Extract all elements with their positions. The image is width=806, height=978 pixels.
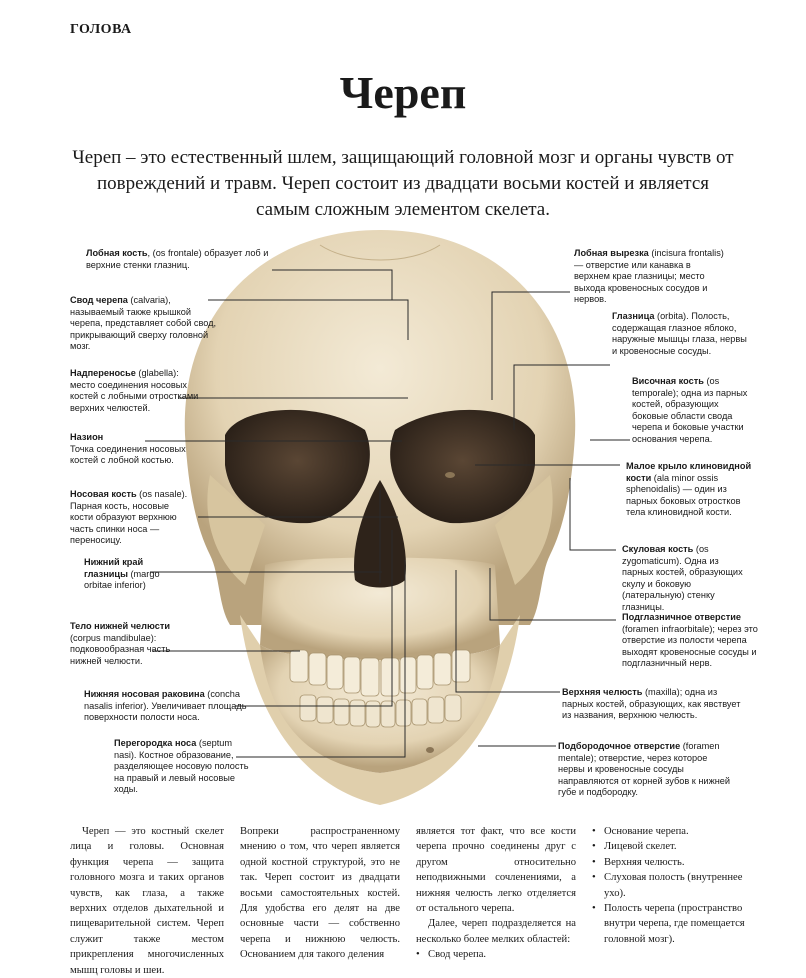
body-column-1: Череп — это костный скелет лица и головы. Основная функция черепа — защита головного мозга и таких органов чувств, как глаза, а также верхних отделов дыхательной и пищеварительной систем. Череп служит также местом прикрепления многочисленных мышц головы и шеи.	[70, 826, 224, 976]
list-item: • Основание черепа.	[592, 824, 758, 839]
label-temporal-bone: Височная кость (os temporale); одна из парных костей, образующих боковые области свода черепа и боковые участки основания черепа.	[632, 376, 748, 444]
list-item: • Слуховая полость (внутреннее ухо).	[592, 870, 758, 901]
label-nasal-bone: Носовая кость (os nasale). Парная кость, носовые кости образуют верхнюю часть спинки носа — переносицу.	[70, 489, 188, 546]
body-column-4	[592, 824, 758, 947]
label-lower-orbit-margin: Нижний край глазницы (margo orbitae inferior)	[84, 557, 160, 591]
list-item: • Свод черепа.	[416, 947, 576, 962]
label-mental-foramen: Подбородочное отверстие (foramen mentale); отверстие, через которое нервы и кровеносные сосуды направляются от корней зубов к нижней губе и подбородку.	[558, 741, 731, 798]
list-item: • Лицевой скелет.	[592, 839, 758, 854]
label-frontal-notch: Лобная вырезка (incisura frontalis) — отверстие или канавка в верхнем крае глазницы; место выхода кровеносных сосудов и нервов.	[574, 248, 724, 305]
label-sphenoid-lesser-wing: Малое крыло клиновидной кости (ala minor ossis sphenoidalis) — один из парных боковых отростков тела клиновидной кости.	[626, 461, 752, 518]
body-column-3: является тот факт, что все кости черепа прочно соединены друг с другом относительно неподвижными сочленениями, а нижняя челюсть легко отделяется от остального черепа. Далее, череп подразделяется на несколько более мелких областей: • Свод черепа.	[416, 824, 576, 963]
label-inferior-concha: Нижняя носовая раковина (concha nasalis inferior). Увеличивает площадь поверхности полости носа.	[84, 689, 247, 723]
label-frontal-bone: Лобная кость, (os frontale) образует лоб и верхние стенки глазниц.	[86, 248, 269, 270]
label-maxilla: Верхняя челюсть (maxilla); одна из парных костей, образующих, как явствует из названия, верхнюю челюсть.	[562, 687, 741, 721]
body-column-2: Вопреки распространенному мнению о том, что череп является одной костной структурой, это не так. Череп состоит из двадцати восьми самостоятельных костей. Для удобства его делят на две основные части — собственно черепа и нижнюю челюсть. Основанием для такого деления	[240, 826, 400, 961]
label-nasion: Назион Точка соединения носовых костей с лобной костью.	[70, 432, 186, 466]
label-zygomatic-bone: Скуловая кость (os zygomaticum). Одна из парных костей, образующих скулу и боковую (латеральную) стенку глазницы.	[622, 544, 743, 612]
label-orbit: Глазница (orbita). Полость, содержащая глазное яблоко, наружные мышцы глаза, нервы и кровеносные сосуды.	[612, 311, 747, 356]
label-glabella: Надпереносье (glabella): место соединения носовых костей с лобными отростками верхних челюстей.	[70, 368, 199, 413]
label-calvaria: Свод черепа (calvaria), называемый также крышкой черепа, представляет собой свод, прикрывающий сверху головной мозг.	[70, 295, 217, 352]
label-mandible-body: Тело нижней челюсти (corpus mandibulae): подковообразная часть нижней челюсти.	[70, 621, 171, 666]
list-item: • Верхняя челюсть.	[592, 855, 758, 870]
section-header: ГОЛОВА	[70, 22, 132, 37]
label-nasal-septum: Перегородка носа (septum nasi). Костное образование, разделяющее носовую полость на правый и левый носовые ходы.	[114, 738, 249, 795]
page-title: Череп	[339, 67, 467, 118]
label-infraorbital-foramen: Подглазничное отверстие (foramen infraorbitale); через это отверстие из полости черепа выходят кровеносные сосуды и подглазничный нерв.	[622, 612, 758, 669]
list-item: • Полость черепа (пространство внутри черепа, где помещается головной мозг).	[592, 901, 758, 947]
intro-paragraph: Череп – это естественный шлем, защищающий головной мозг и органы чувств от повреждений и травм. Череп состоит из двадцати восьми костей и является самым сложным элементом скелета.	[72, 147, 734, 220]
